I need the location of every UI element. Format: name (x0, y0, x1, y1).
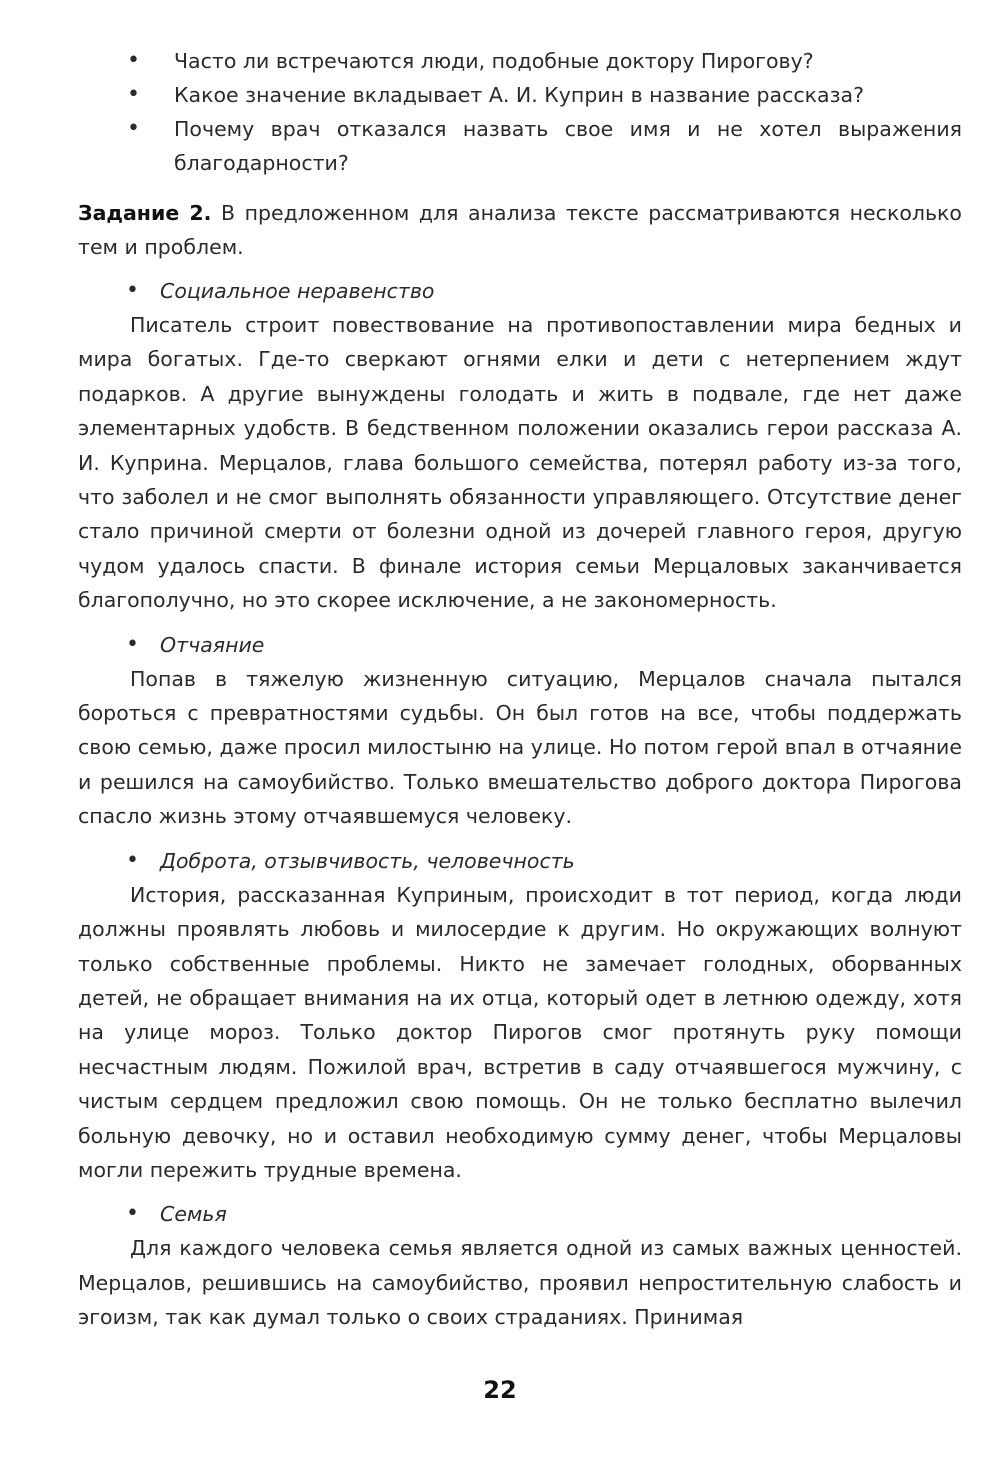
question-item (78, 112, 962, 180)
topic-heading (78, 844, 962, 878)
page-number: 22 (483, 1376, 517, 1404)
bullet-icon: • (127, 48, 140, 73)
topic-title: Доброта, отзывчивость, человечность (160, 848, 575, 873)
bullet-icon: • (126, 278, 139, 303)
topic-heading (78, 628, 962, 662)
bullet-icon: • (127, 82, 140, 107)
bullet-icon: • (126, 847, 139, 873)
page-content (78, 44, 962, 1335)
topic-title: Социальное неравенство (160, 279, 435, 303)
topic-title: Семья (160, 1202, 227, 1227)
task-label: Задание 2. (78, 201, 212, 225)
topic-title: Отчаяние (160, 632, 265, 657)
topic-heading (78, 1197, 962, 1231)
question-item (78, 44, 962, 78)
question-text: Часто ли встречаются люди, подобные доктору Пирогову? (174, 49, 814, 73)
topic-paragraph: Писатель строит повествование на противопоставлении мира бедных и мира богатых. Где-то сверкают огнями елки и дети с нетерпением ждут подарков. А другие вынуждены голодать и жить в подвале, где нет даже элементарных удобств. В бедственном положении оказались герои рассказа А. И. Куприна. Мерцалов, глава большого семейства, потерял работу из-за того, что заболел и не смог выполнять обязанности управляющего. Отсутствие денег стало причиной смерти от болезни одной из дочерей главного героя, другую чудом удалось спасти. В финале история семьи Мерцаловых заканчивается благополучно, но это скорее исключение, а не закономерность. (78, 313, 962, 613)
topic-paragraph: История, рассказанная Куприным, происходит в тот период, когда люди должны проявлять любовь и милосердие к другим. Но окружающих волнуют только собственные проблемы. Никто не замечает голодных, оборванных детей, не обращает внимания на их отца, который одет в летнюю одежду, хотя на улице мороз. Только доктор Пирогов смог протянуть руку помощи несчастным людям. Пожилой врач, встретив в саду отчаявшегося мужчину, с чистым сердцем предложил свою помощь. Он не только бесплатно вылечил больную девочку, но и оставил необходимую сумму денег, чтобы Мерцаловы могли пережить трудные времена. (78, 882, 962, 1182)
topic-heading (78, 274, 962, 308)
bullet-icon: • (126, 1201, 139, 1227)
question-list (78, 44, 962, 180)
task-text: В предложенном для анализа тексте рассматриваются несколько тем и проблем. (78, 201, 962, 259)
question-text: Почему врач отказался назвать свое имя и не хотел выражения благодарности? (174, 117, 962, 175)
question-text: Какое значение вкладывает А. И. Куприн в название рассказа? (174, 83, 864, 107)
topic-paragraph: Попав в тяжелую жизненную ситуацию, Мерцалов сначала пытался бороться с превратностями судьбы. Он был готов на все, чтобы поддержать свою семью, даже просил милостыню на улице. Но потом герой впал в отчаяние и решился на самоубийство. Только вмешательство доброго доктора Пирогова спасло жизнь этому отчаявшемуся человеку. (78, 666, 962, 829)
bullet-icon: • (126, 631, 139, 657)
bullet-icon: • (127, 116, 140, 141)
task-paragraph (78, 196, 962, 264)
question-item (78, 78, 962, 112)
topic-paragraph: Для каждого человека семья является одной из самых важных ценностей. Мерцалов, решившись на самоубийство, проявил непростительную слабость и эгоизм, так как думал только о своих страданиях. Принимая (78, 1236, 962, 1330)
